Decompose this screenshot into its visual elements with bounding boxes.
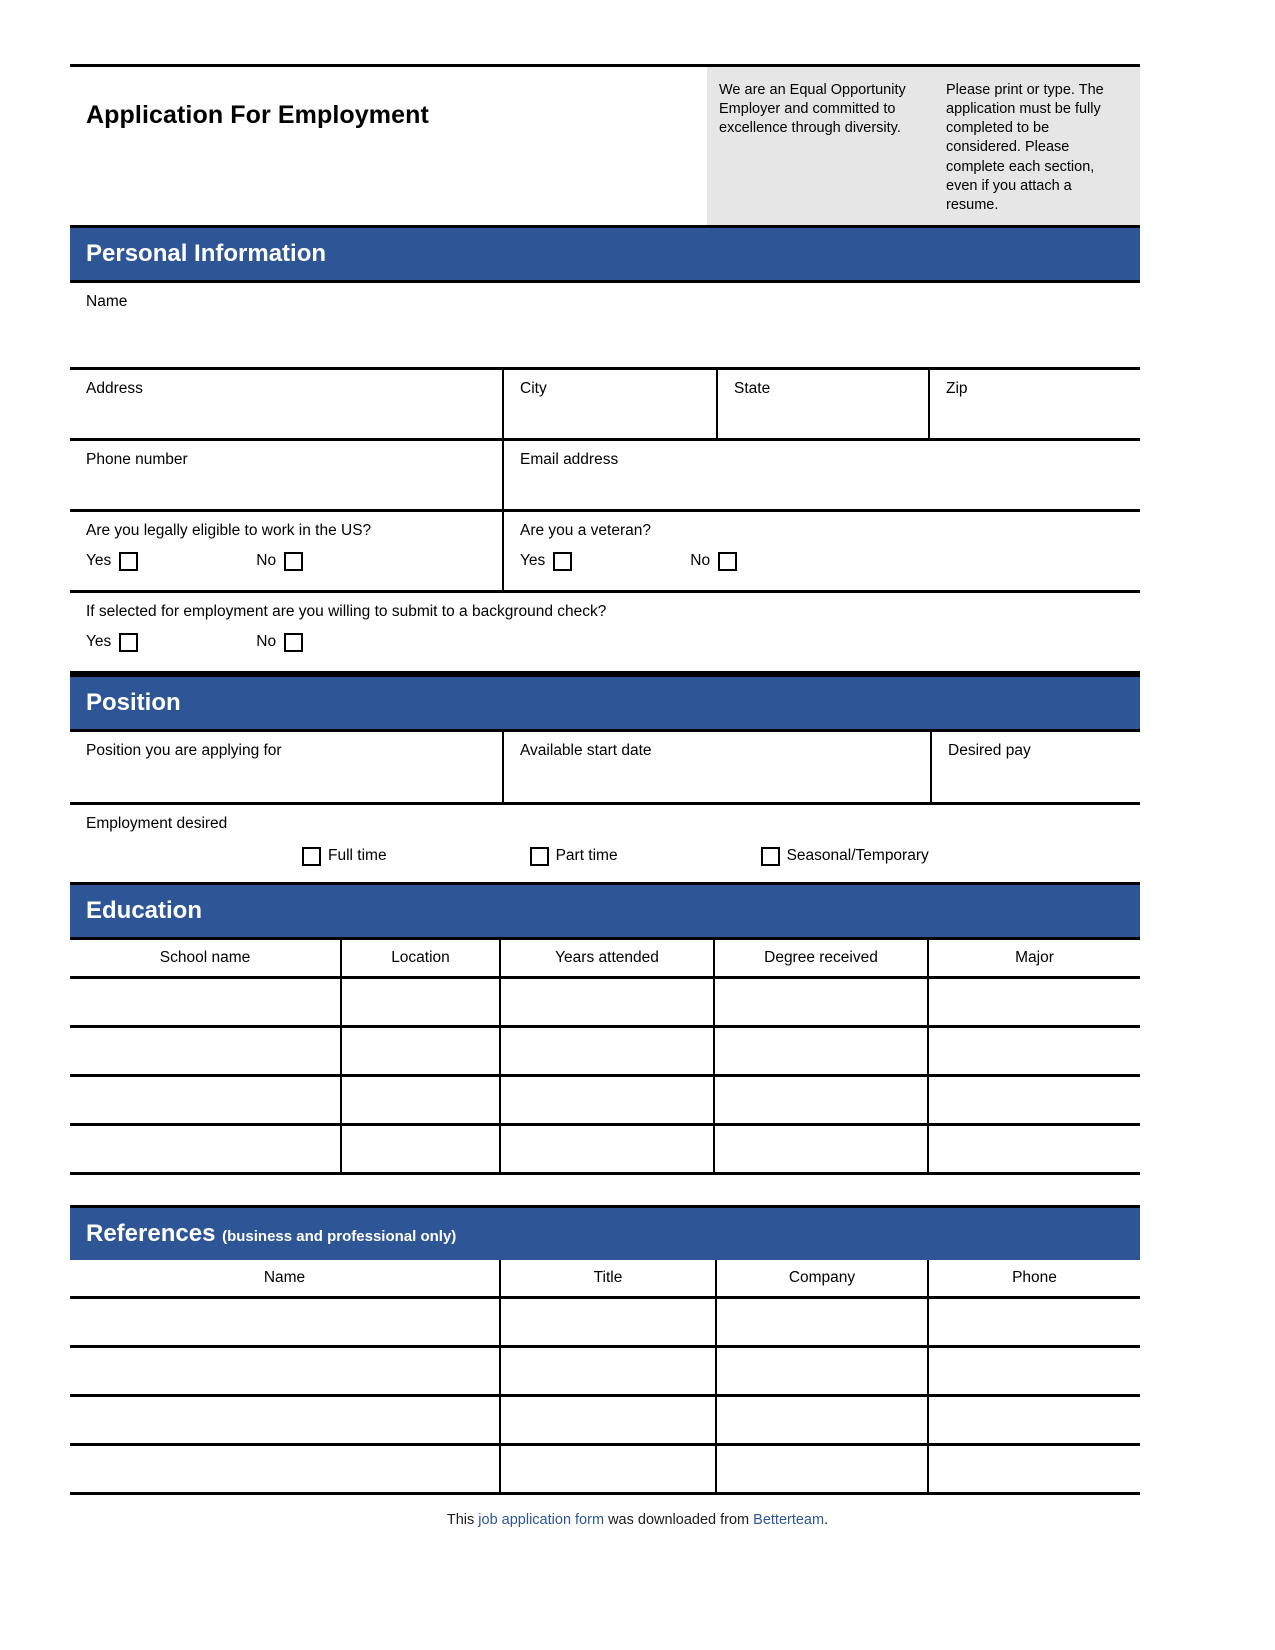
- checkbox-icon[interactable]: [553, 552, 572, 571]
- label-work-eligibility: Are you legally eligible to work in the US?: [86, 521, 372, 539]
- checkbox-icon[interactable]: [119, 633, 138, 652]
- row-position: [70, 732, 1140, 805]
- label-address: Address: [86, 379, 143, 397]
- eligibility-yes-label: Yes: [86, 552, 112, 570]
- employment-option-part-time[interactable]: [530, 847, 618, 866]
- section-header-education: Education: [70, 882, 1140, 940]
- label-email-address: Email address: [520, 450, 619, 468]
- cell-major[interactable]: [928, 1026, 1140, 1075]
- field-veteran-status: [502, 512, 1140, 590]
- cell-reference-company[interactable]: [716, 1444, 928, 1493]
- page-title: Application For Employment: [86, 101, 429, 129]
- field-address[interactable]: [70, 370, 502, 438]
- checkbox-icon[interactable]: [284, 633, 303, 652]
- employment-option-seasonal-temporary-label: Seasonal/Temporary: [786, 847, 929, 865]
- cell-reference-phone[interactable]: [928, 1395, 1140, 1444]
- cell-reference-name[interactable]: [70, 1346, 500, 1395]
- employment-option-full-time-label: Full time: [328, 847, 387, 865]
- veteran-yes-option[interactable]: [520, 552, 572, 571]
- table-row: [70, 977, 1140, 1026]
- cell-years-attended[interactable]: [500, 1124, 714, 1173]
- eligibility-yes-option[interactable]: [86, 552, 138, 571]
- cell-reference-company[interactable]: [716, 1395, 928, 1444]
- cell-degree-received[interactable]: [714, 1075, 928, 1124]
- background-yes-label: Yes: [86, 633, 112, 651]
- cell-reference-name[interactable]: [70, 1297, 500, 1346]
- cell-location[interactable]: [341, 1075, 500, 1124]
- cell-major[interactable]: [928, 1124, 1140, 1173]
- cell-reference-title[interactable]: [500, 1395, 716, 1444]
- cell-reference-title[interactable]: [500, 1297, 716, 1346]
- employment-option-part-time-label: Part time: [555, 847, 618, 865]
- field-available-start-date[interactable]: [502, 732, 930, 802]
- field-desired-pay[interactable]: [930, 732, 1140, 802]
- cell-reference-name[interactable]: [70, 1395, 500, 1444]
- label-position-applying-for: Position you are applying for: [86, 741, 282, 759]
- checkbox-icon[interactable]: [761, 847, 780, 866]
- field-state[interactable]: [716, 370, 928, 438]
- field-email-address[interactable]: [502, 441, 1140, 509]
- cell-degree-received[interactable]: [714, 977, 928, 1026]
- veteran-yes-label: Yes: [520, 552, 546, 570]
- column-header-company: Company: [716, 1260, 928, 1298]
- eeo-note: We are an Equal Opportunity Employer and committed to excellence through diversity.: [707, 67, 934, 225]
- references-table: [70, 1260, 1140, 1495]
- name-write-area[interactable]: [70, 339, 1140, 370]
- employment-type-group: [70, 833, 1140, 882]
- veteran-yes-no-group: [520, 552, 1140, 571]
- title-cell: [70, 67, 707, 225]
- eligibility-yes-no-group: [86, 552, 502, 571]
- checkbox-icon[interactable]: [530, 847, 549, 866]
- eligibility-no-label: No: [256, 552, 277, 570]
- checkbox-icon[interactable]: [718, 552, 737, 571]
- section-header-personal-information: Personal Information: [70, 225, 1140, 283]
- table-row: [70, 1297, 1140, 1346]
- table-row: [70, 1026, 1140, 1075]
- column-header-phone: Phone: [928, 1260, 1140, 1298]
- cell-school-name[interactable]: [70, 1026, 341, 1075]
- label-name: Name: [86, 292, 128, 310]
- cell-reference-company[interactable]: [716, 1297, 928, 1346]
- form-header: [70, 64, 1140, 225]
- cell-reference-title[interactable]: [500, 1444, 716, 1493]
- label-desired-pay: Desired pay: [948, 741, 1031, 759]
- field-position-applying-for[interactable]: [70, 732, 502, 802]
- column-header-school-name: School name: [70, 940, 341, 978]
- section-header-references-sublabel: (business and professional only): [222, 1227, 457, 1245]
- cell-degree-received[interactable]: [714, 1124, 928, 1173]
- background-no-label: No: [256, 633, 277, 651]
- background-yes-option[interactable]: [86, 633, 138, 652]
- cell-major[interactable]: [928, 1075, 1140, 1124]
- column-header-major: Major: [928, 940, 1140, 978]
- cell-reference-phone[interactable]: [928, 1444, 1140, 1493]
- row-background-check: [70, 593, 1140, 674]
- cell-reference-company[interactable]: [716, 1346, 928, 1395]
- employment-option-full-time[interactable]: [302, 847, 387, 866]
- cell-school-name[interactable]: [70, 977, 341, 1026]
- label-available-start-date: Available start date: [520, 741, 652, 759]
- cell-reference-name[interactable]: [70, 1444, 500, 1493]
- background-yes-no-group: [86, 633, 1140, 652]
- cell-location[interactable]: [341, 977, 500, 1026]
- employment-option-seasonal-temporary[interactable]: [761, 847, 929, 866]
- field-phone-number[interactable]: [70, 441, 502, 509]
- cell-school-name[interactable]: [70, 1075, 341, 1124]
- cell-school-name[interactable]: [70, 1124, 341, 1173]
- label-veteran-status: Are you a veteran?: [520, 521, 651, 539]
- instructions-note: Please print or type. The application must be fully completed to be considered. Please complete each section, even if you attach a resume.: [934, 67, 1140, 225]
- footer-attribution: [0, 1512, 1275, 1528]
- footer-suffix: .: [824, 1512, 829, 1528]
- cell-location[interactable]: [341, 1124, 500, 1173]
- label-employment-desired: Employment desired: [86, 814, 228, 832]
- cell-reference-title[interactable]: [500, 1346, 716, 1395]
- field-city[interactable]: [502, 370, 716, 438]
- label-background-check: If selected for employment are you willing to submit to a background check?: [86, 602, 607, 620]
- label-phone-number: Phone number: [86, 450, 188, 468]
- column-header-name: Name: [70, 1260, 500, 1298]
- label-zip: Zip: [946, 379, 968, 397]
- row-eligibility: [70, 512, 1140, 593]
- cell-years-attended[interactable]: [500, 1026, 714, 1075]
- cell-major[interactable]: [928, 977, 1140, 1026]
- section-spacer: [70, 1175, 1140, 1205]
- table-row: [70, 1395, 1140, 1444]
- education-header-row: [70, 940, 1140, 978]
- veteran-no-label: No: [690, 552, 711, 570]
- footer-prefix: This: [446, 1512, 479, 1528]
- field-name[interactable]: [70, 283, 1140, 339]
- column-header-location: Location: [341, 940, 500, 978]
- references-header-row: [70, 1260, 1140, 1298]
- education-table: [70, 940, 1140, 1175]
- checkbox-icon[interactable]: [284, 552, 303, 571]
- section-header-references: [70, 1205, 1140, 1260]
- table-row: [70, 1124, 1140, 1173]
- table-row: [70, 1346, 1140, 1395]
- eligibility-no-option[interactable]: [256, 552, 303, 571]
- form-sheet: [70, 64, 1140, 1495]
- row-contact: [70, 441, 1140, 512]
- table-row: [70, 1075, 1140, 1124]
- veteran-no-option[interactable]: [690, 552, 737, 571]
- column-header-years-attended: Years attended: [500, 940, 714, 978]
- label-city: City: [520, 379, 547, 397]
- cell-reference-phone[interactable]: [928, 1297, 1140, 1346]
- cell-location[interactable]: [341, 1026, 500, 1075]
- table-row: [70, 1444, 1140, 1493]
- field-work-eligibility: [70, 512, 502, 590]
- cell-years-attended[interactable]: [500, 1075, 714, 1124]
- checkbox-icon[interactable]: [302, 847, 321, 866]
- checkbox-icon[interactable]: [119, 552, 138, 571]
- row-name: [70, 283, 1140, 339]
- row-address: [70, 370, 1140, 441]
- cell-degree-received[interactable]: [714, 1026, 928, 1075]
- label-state: State: [734, 379, 771, 397]
- cell-years-attended[interactable]: [500, 977, 714, 1026]
- background-no-option[interactable]: [256, 633, 303, 652]
- footer-link-betterteam[interactable]: Betterteam: [753, 1512, 825, 1528]
- section-header-references-label: References: [86, 1219, 216, 1247]
- cell-reference-phone[interactable]: [928, 1346, 1140, 1395]
- field-zip[interactable]: [928, 370, 1140, 438]
- column-header-title: Title: [500, 1260, 716, 1298]
- column-header-degree-received: Degree received: [714, 940, 928, 978]
- row-employment-desired: [70, 805, 1140, 882]
- footer-link-job-application-form[interactable]: job application form: [478, 1512, 605, 1528]
- footer-middle: was downloaded from: [604, 1512, 754, 1528]
- field-background-check: [70, 593, 1140, 671]
- section-header-position: Position: [70, 674, 1140, 732]
